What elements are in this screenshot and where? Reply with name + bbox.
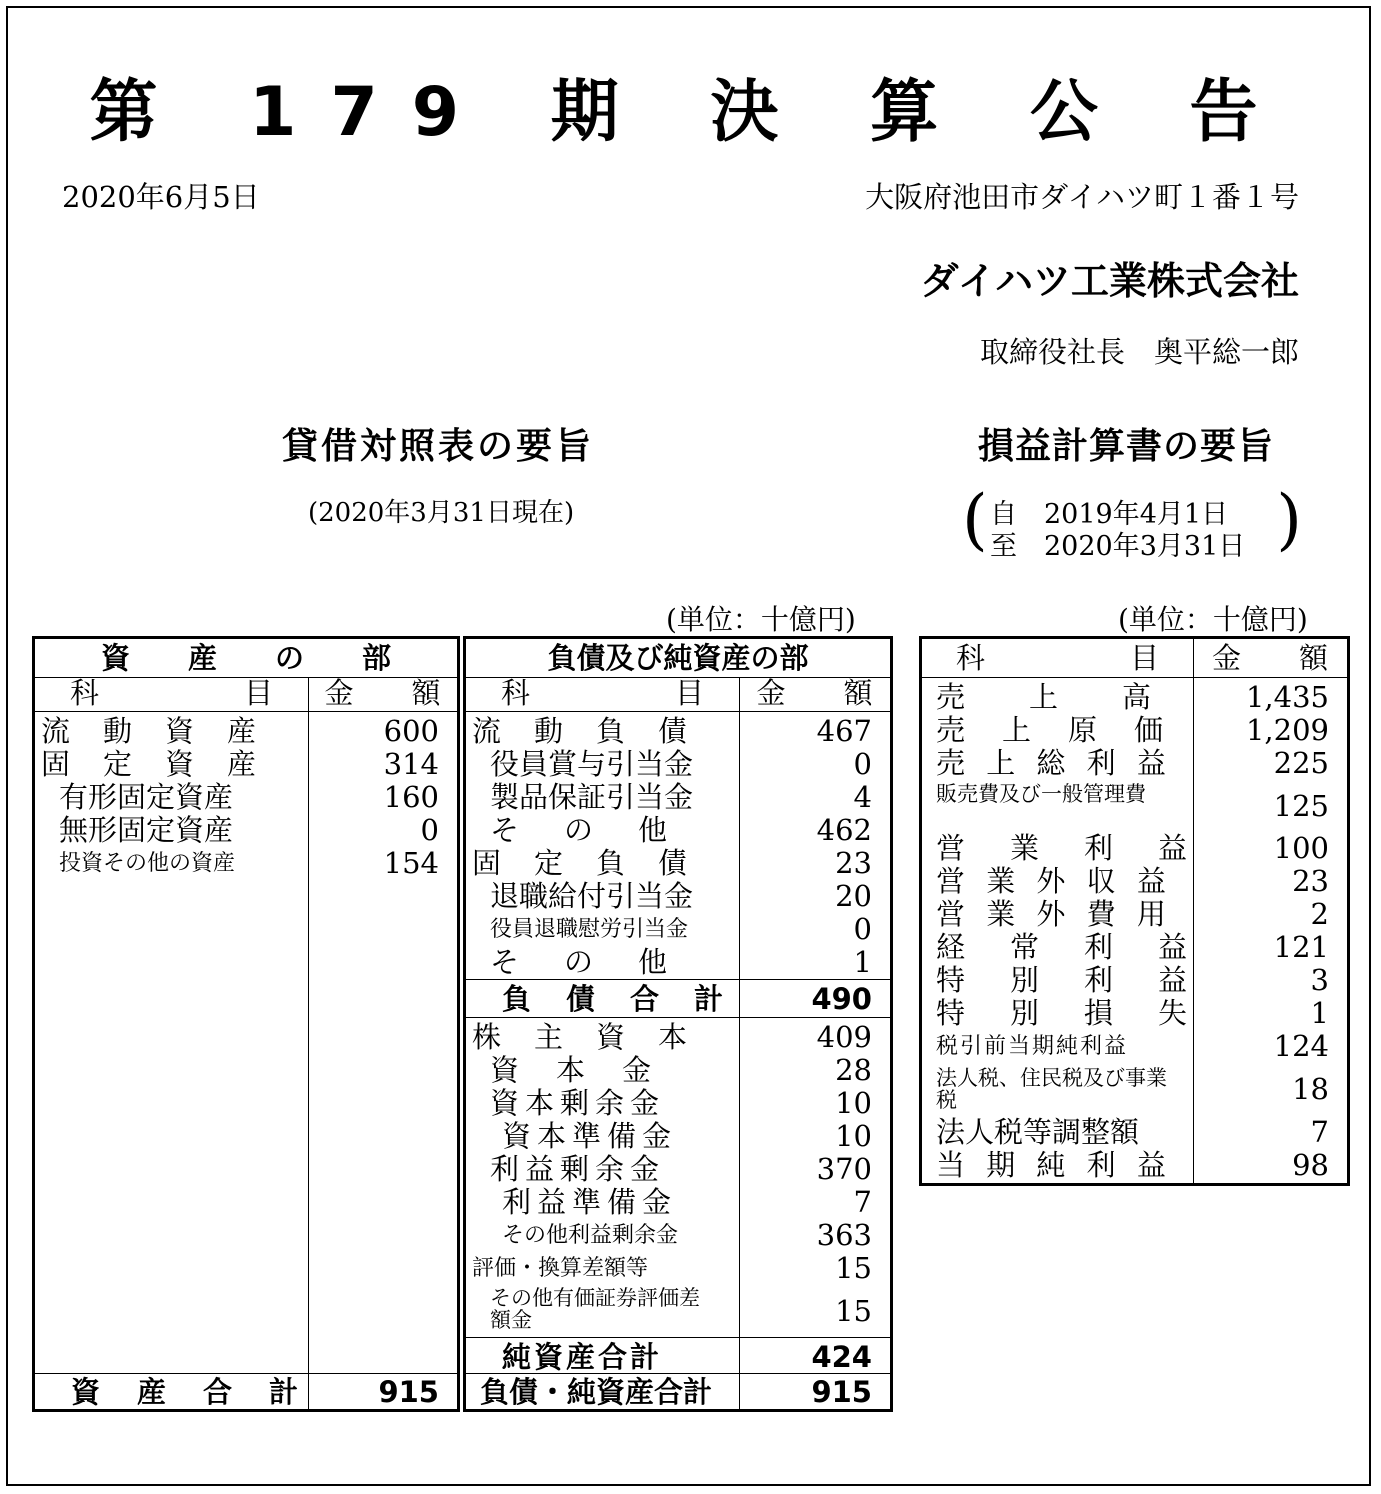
row-other-current-value: 462: [816, 813, 872, 847]
row-operating-income-value: 100: [1273, 831, 1329, 865]
row-other-current-label: そ の 他: [490, 813, 676, 847]
balance-sheet-date: (2020年3月31日現在): [308, 498, 575, 528]
row-sales-value: 1,435: [1245, 680, 1329, 714]
assets-heading: 資 産 の 部: [100, 641, 391, 675]
liabilities-total-value: 490: [811, 982, 872, 1016]
row-current-liabilities-label: 流 動 負 債: [472, 714, 690, 748]
company-address: 大阪府池田市ダイハツ町１番１号: [865, 180, 1299, 214]
row-capital-reserve-value: 10: [835, 1119, 872, 1153]
row-non-op-income-label: 営 業 外 収 益: [936, 864, 1172, 898]
row-fixed-assets-label: 固 定 資 産: [41, 747, 259, 781]
row-capital-reserve-label: 資本準備金: [502, 1119, 678, 1153]
row-intangible-label: 無形固定資産: [59, 813, 234, 847]
row-ordinary-income-value: 121: [1273, 930, 1329, 964]
row-extraordinary-loss-label: 特 別 損 失: [936, 996, 1196, 1030]
company-name: ダイハツ工業株式会社: [920, 259, 1299, 303]
row-net-income-label: 当 期 純 利 益: [936, 1148, 1172, 1182]
row-extraordinary-income-value: 3: [1310, 963, 1329, 997]
row-fixed-assets-value: 314: [383, 747, 439, 781]
assets-col-item: 科 目: [69, 676, 273, 710]
balance-sheet-unit: (単位：十億円): [666, 603, 856, 636]
row-bonus-reserve-label: 役員賞与引当金: [490, 747, 694, 781]
row-cost-of-sales-label: 売 上 原 価: [936, 713, 1168, 747]
assets-col-amount: 金 額: [324, 676, 441, 710]
row-extraordinary-income-label: 特 別 利 益: [936, 963, 1196, 997]
row-warranty-label: 製品保証引当金: [490, 780, 694, 814]
row-valuation-label: 評価・換算差額等: [472, 1256, 649, 1281]
row-net-income-value: 98: [1292, 1148, 1329, 1182]
row-tax-adjustment-label: 法人税等調整額: [936, 1115, 1140, 1149]
row-other-retained-value: 363: [816, 1218, 872, 1252]
representative: 取締役社長 奥平総一郎: [979, 335, 1299, 369]
row-legal-reserve-value: 7: [853, 1185, 872, 1219]
row-other-retained-label: その他利益剰余金: [502, 1223, 679, 1248]
row-retained-earnings-value: 370: [816, 1152, 872, 1186]
row-sga-label: 販売費及び一般管理費: [936, 782, 1146, 806]
period-from: 自 2019年4月1日: [990, 499, 1229, 530]
row-investments-value: 154: [383, 846, 439, 880]
row-sga-value: 125: [1273, 789, 1329, 823]
row-shareholders-equity-label: 株 主 資 本: [472, 1020, 690, 1054]
row-other-fixed-label: そ の 他: [490, 945, 676, 979]
row-warranty-value: 4: [853, 780, 872, 814]
row-bonus-reserve-value: 0: [853, 747, 872, 781]
row-tax-adjustment-value: 7: [1310, 1115, 1329, 1149]
row-valuation-value: 15: [835, 1251, 872, 1285]
row-capital-stock-label: 資 本 金: [490, 1053, 656, 1087]
row-retained-earnings-label: 利益剰余金: [490, 1152, 666, 1186]
income-statement-unit: (単位：十億円): [1118, 603, 1308, 636]
liabilities-table: [463, 636, 893, 1412]
row-securities-valuation-label: その他有価証券評価差額金: [490, 1286, 700, 1332]
row-pretax-income-label: 税引前当期純利益: [936, 1034, 1129, 1059]
liabilities-total-label: 負 債 合 計: [502, 982, 727, 1016]
row-other-fixed-value: 1: [853, 945, 872, 979]
row-legal-reserve-label: 利益準備金: [502, 1185, 678, 1219]
assets-total-value: 915: [378, 1375, 439, 1409]
balance-sheet-heading: 貸借対照表の要旨: [282, 426, 595, 467]
row-gross-profit-label: 売 上 総 利 益: [936, 746, 1172, 780]
row-income-taxes-value: 18: [1292, 1072, 1329, 1106]
right-paren: ): [1276, 481, 1302, 558]
assets-total-label: 資 産 合 計: [71, 1375, 303, 1409]
period-to: 至 2020年3月31日: [990, 531, 1246, 562]
row-capital-stock-value: 28: [835, 1053, 872, 1087]
assets-table: [32, 636, 460, 1412]
row-cost-of-sales-value: 1,209: [1245, 713, 1329, 747]
row-current-liabilities-value: 467: [816, 714, 872, 748]
income-statement-heading: 損益計算書の要旨: [978, 426, 1275, 467]
row-tangible-value: 160: [383, 780, 439, 814]
announcement-date: 2020年6月5日: [62, 180, 260, 214]
row-investments-label: 投資その他の資産: [59, 851, 236, 876]
row-shareholders-equity-value: 409: [816, 1020, 872, 1054]
row-income-taxes-label: 法人税、住民税及び事業税: [936, 1066, 1167, 1112]
grand-total-value: 915: [811, 1375, 872, 1409]
liabilities-col-item: 科 目: [500, 676, 704, 710]
page-title: 第 179 期 決 算 公 告: [89, 73, 1292, 152]
row-director-retirement-value: 0: [853, 912, 872, 946]
row-ordinary-income-label: 経 常 利 益: [936, 930, 1196, 964]
pl-col-amount: 金 額: [1211, 641, 1328, 675]
row-extraordinary-loss-value: 1: [1310, 996, 1329, 1030]
row-non-op-expense-value: 2: [1310, 897, 1329, 931]
row-pretax-income-value: 124: [1273, 1029, 1329, 1063]
row-non-op-expense-label: 営 業 外 費 用: [936, 897, 1172, 931]
liabilities-heading: 負債及び純資産の部: [547, 641, 809, 675]
row-current-assets-value: 600: [383, 714, 439, 748]
grand-total-label: 負債・純資産合計: [480, 1375, 713, 1409]
row-non-op-income-value: 23: [1292, 864, 1329, 898]
row-intangible-value: 0: [420, 813, 439, 847]
row-securities-valuation-value: 15: [835, 1294, 872, 1328]
row-retirement-value: 20: [835, 879, 872, 913]
row-current-assets-label: 流 動 資 産: [41, 714, 259, 748]
left-paren: (: [962, 481, 988, 558]
row-retirement-label: 退職給付引当金: [490, 879, 694, 913]
income-statement-period: [962, 481, 1302, 562]
income-statement-table: [919, 636, 1350, 1186]
liabilities-col-amount: 金 額: [756, 676, 873, 710]
row-sales-label: 売 上 高: [936, 680, 1154, 714]
row-tangible-label: 有形固定資産: [59, 780, 234, 814]
row-operating-income-label: 営 業 利 益: [936, 831, 1196, 865]
row-fixed-liabilities-label: 固 定 負 債: [472, 846, 690, 880]
row-capital-surplus-label: 資本剰余金: [490, 1086, 666, 1120]
net-assets-total-label: 純資産合計: [502, 1340, 663, 1374]
net-assets-total-value: 424: [811, 1340, 872, 1374]
row-director-retirement-label: 役員退職慰労引当金: [490, 917, 689, 942]
row-gross-profit-value: 225: [1273, 746, 1329, 780]
pl-col-item: 科 目: [955, 641, 1159, 675]
row-capital-surplus-value: 10: [835, 1086, 872, 1120]
row-fixed-liabilities-value: 23: [835, 846, 872, 880]
